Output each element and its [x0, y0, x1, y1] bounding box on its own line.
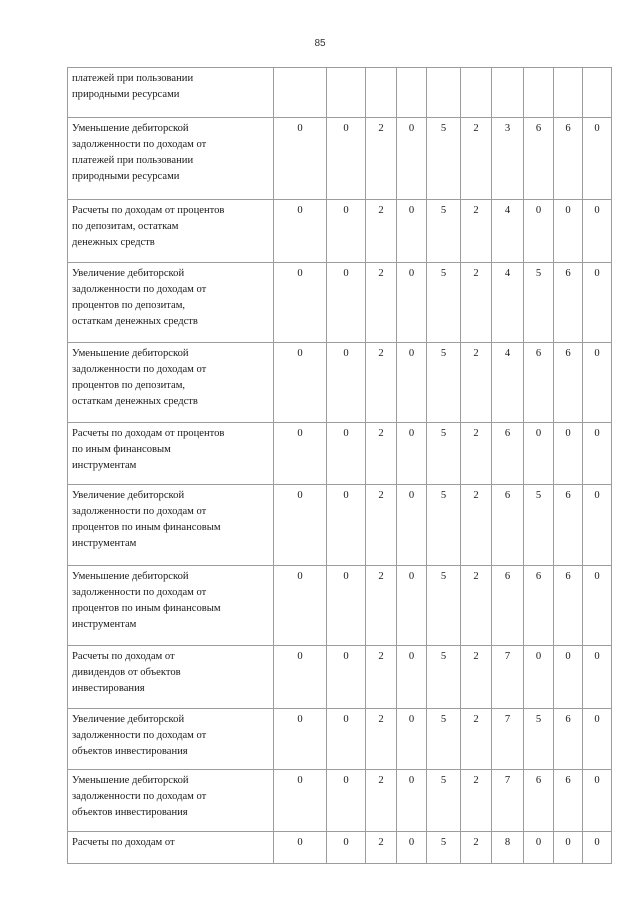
code-digit-cell: 4: [492, 200, 524, 263]
code-digit-cell: 0: [583, 200, 612, 263]
code-digit-cell: 0: [583, 709, 612, 770]
account-name-cell: Увеличение дебиторской задолженности по доходам от объектов инвестирования: [68, 709, 274, 770]
code-digit-cell: 2: [461, 343, 492, 423]
code-digit-cell: 2: [461, 770, 492, 832]
account-name-cell: Уменьшение дебиторской задолженности по доходам от процентов по депозитам, остаткам денежных средств: [68, 343, 274, 423]
table-body: [68, 68, 612, 864]
code-digit-cell: 0: [554, 200, 583, 263]
code-digit-cell: 0: [327, 485, 366, 566]
code-digit-cell: 0: [397, 770, 427, 832]
code-digit-cell: 0: [583, 770, 612, 832]
code-digit-cell: [524, 68, 554, 118]
code-digit-cell: 2: [461, 423, 492, 485]
page-number: 85: [314, 38, 326, 49]
code-digit-cell: 4: [492, 343, 524, 423]
table-row: [68, 200, 612, 263]
account-name-cell: Расчеты по доходам от процентов по иным финансовым инструментам: [68, 423, 274, 485]
code-digit-cell: 4: [492, 263, 524, 343]
code-digit-cell: 6: [492, 485, 524, 566]
code-digit-cell: 0: [274, 646, 327, 709]
code-digit-cell: 5: [427, 200, 461, 263]
code-digit-cell: 5: [524, 485, 554, 566]
code-digit-cell: 0: [327, 200, 366, 263]
code-digit-cell: 6: [554, 566, 583, 646]
code-digit-cell: 0: [274, 770, 327, 832]
code-digit-cell: [274, 68, 327, 118]
code-digit-cell: 5: [427, 646, 461, 709]
code-digit-cell: 0: [274, 200, 327, 263]
account-name-cell: Расчеты по доходам от дивидендов от объектов инвестирования: [68, 646, 274, 709]
code-digit-cell: 0: [583, 832, 612, 864]
table-row: [68, 343, 612, 423]
code-digit-cell: 0: [397, 646, 427, 709]
code-digit-cell: 6: [492, 566, 524, 646]
code-digit-cell: 0: [524, 832, 554, 864]
code-digit-cell: 0: [327, 709, 366, 770]
code-digit-cell: 6: [554, 485, 583, 566]
code-digit-cell: 2: [366, 709, 397, 770]
code-digit-cell: 5: [427, 343, 461, 423]
code-digit-cell: [427, 68, 461, 118]
code-digit-cell: 0: [524, 646, 554, 709]
code-digit-cell: 0: [327, 646, 366, 709]
code-digit-cell: 0: [397, 118, 427, 200]
code-digit-cell: [461, 68, 492, 118]
code-digit-cell: 6: [554, 343, 583, 423]
code-digit-cell: 0: [397, 423, 427, 485]
table-row: [68, 832, 612, 864]
code-digit-cell: 0: [397, 343, 427, 423]
code-digit-cell: 0: [554, 423, 583, 485]
code-digit-cell: [492, 68, 524, 118]
code-digit-cell: 5: [524, 263, 554, 343]
table-row: [68, 118, 612, 200]
account-name-cell: Расчеты по доходам от: [68, 832, 274, 864]
code-digit-cell: 0: [274, 832, 327, 864]
code-digit-cell: 7: [492, 770, 524, 832]
code-digit-cell: 2: [366, 832, 397, 864]
code-digit-cell: 0: [274, 709, 327, 770]
code-digit-cell: 5: [427, 118, 461, 200]
code-digit-cell: 5: [427, 423, 461, 485]
code-digit-cell: 0: [583, 485, 612, 566]
code-digit-cell: 3: [492, 118, 524, 200]
code-digit-cell: 0: [397, 200, 427, 263]
account-name-cell: Уменьшение дебиторской задолженности по доходам от платежей при пользовании природными ресурсами: [68, 118, 274, 200]
code-digit-cell: 2: [461, 485, 492, 566]
table-row: [68, 709, 612, 770]
code-digit-cell: 0: [327, 566, 366, 646]
code-digit-cell: 2: [366, 200, 397, 263]
code-digit-cell: 0: [274, 118, 327, 200]
code-digit-cell: 2: [366, 646, 397, 709]
code-digit-cell: 6: [554, 263, 583, 343]
code-digit-cell: 2: [366, 566, 397, 646]
code-digit-cell: 2: [461, 566, 492, 646]
code-digit-cell: [583, 68, 612, 118]
code-digit-cell: 0: [397, 263, 427, 343]
code-digit-cell: 2: [366, 770, 397, 832]
code-digit-cell: 5: [427, 770, 461, 832]
account-name-cell: Уменьшение дебиторской задолженности по доходам от процентов по иным финансовым инструментам: [68, 566, 274, 646]
code-digit-cell: 5: [427, 566, 461, 646]
code-digit-cell: 0: [554, 832, 583, 864]
table-row: [68, 68, 612, 118]
code-digit-cell: [397, 68, 427, 118]
code-digit-cell: 5: [427, 485, 461, 566]
code-digit-cell: 0: [327, 343, 366, 423]
table-row: [68, 566, 612, 646]
code-digit-cell: 2: [366, 263, 397, 343]
table-row: [68, 770, 612, 832]
code-digit-cell: 0: [274, 263, 327, 343]
code-digit-cell: 0: [583, 566, 612, 646]
code-digit-cell: 2: [461, 646, 492, 709]
code-digit-cell: 2: [366, 118, 397, 200]
code-digit-cell: 6: [524, 118, 554, 200]
code-digit-cell: 5: [427, 709, 461, 770]
code-digit-cell: 8: [492, 832, 524, 864]
table-row: [68, 423, 612, 485]
account-name-cell: платежей при пользовании природными ресурсами: [68, 68, 274, 118]
code-digit-cell: 0: [583, 118, 612, 200]
code-digit-cell: 0: [397, 485, 427, 566]
account-name-cell: Уменьшение дебиторской задолженности по доходам от объектов инвестирования: [68, 770, 274, 832]
code-digit-cell: 0: [397, 566, 427, 646]
code-digit-cell: 0: [583, 423, 612, 485]
code-digit-cell: 0: [274, 566, 327, 646]
code-digit-cell: 0: [274, 423, 327, 485]
code-digit-cell: 5: [524, 709, 554, 770]
code-digit-cell: 0: [274, 343, 327, 423]
code-digit-cell: 0: [524, 200, 554, 263]
code-digit-cell: 0: [327, 832, 366, 864]
code-digit-cell: 2: [366, 343, 397, 423]
code-digit-cell: 6: [554, 709, 583, 770]
code-digit-cell: 0: [397, 709, 427, 770]
code-digit-cell: 0: [583, 646, 612, 709]
code-digit-cell: 6: [524, 770, 554, 832]
code-digit-cell: 7: [492, 646, 524, 709]
code-digit-cell: 0: [327, 263, 366, 343]
code-digit-cell: 2: [366, 485, 397, 566]
code-digit-cell: 2: [366, 423, 397, 485]
code-digit-cell: 0: [327, 118, 366, 200]
code-digit-cell: 0: [397, 832, 427, 864]
accounts-table: [67, 67, 612, 864]
code-digit-cell: 2: [461, 200, 492, 263]
code-digit-cell: 6: [554, 770, 583, 832]
code-digit-cell: 2: [461, 118, 492, 200]
code-digit-cell: 0: [327, 423, 366, 485]
code-digit-cell: 6: [524, 343, 554, 423]
code-digit-cell: 0: [583, 343, 612, 423]
code-digit-cell: 0: [274, 485, 327, 566]
code-digit-cell: 7: [492, 709, 524, 770]
code-digit-cell: [554, 68, 583, 118]
code-digit-cell: 5: [427, 263, 461, 343]
account-name-cell: Увеличение дебиторской задолженности по доходам от процентов по иным финансовым инструментам: [68, 485, 274, 566]
table-row: [68, 485, 612, 566]
code-digit-cell: [366, 68, 397, 118]
code-digit-cell: 0: [554, 646, 583, 709]
account-name-cell: Увеличение дебиторской задолженности по доходам от процентов по депозитам, остаткам денежных средств: [68, 263, 274, 343]
code-digit-cell: 6: [524, 566, 554, 646]
code-digit-cell: 6: [492, 423, 524, 485]
code-digit-cell: 0: [524, 423, 554, 485]
code-digit-cell: 0: [583, 263, 612, 343]
account-name-cell: Расчеты по доходам от процентов по депозитам, остаткам денежных средств: [68, 200, 274, 263]
code-digit-cell: 2: [461, 709, 492, 770]
code-digit-cell: 0: [327, 770, 366, 832]
code-digit-cell: [327, 68, 366, 118]
table-row: [68, 646, 612, 709]
code-digit-cell: 2: [461, 263, 492, 343]
table-row: [68, 263, 612, 343]
code-digit-cell: 5: [427, 832, 461, 864]
code-digit-cell: 6: [554, 118, 583, 200]
code-digit-cell: 2: [461, 832, 492, 864]
